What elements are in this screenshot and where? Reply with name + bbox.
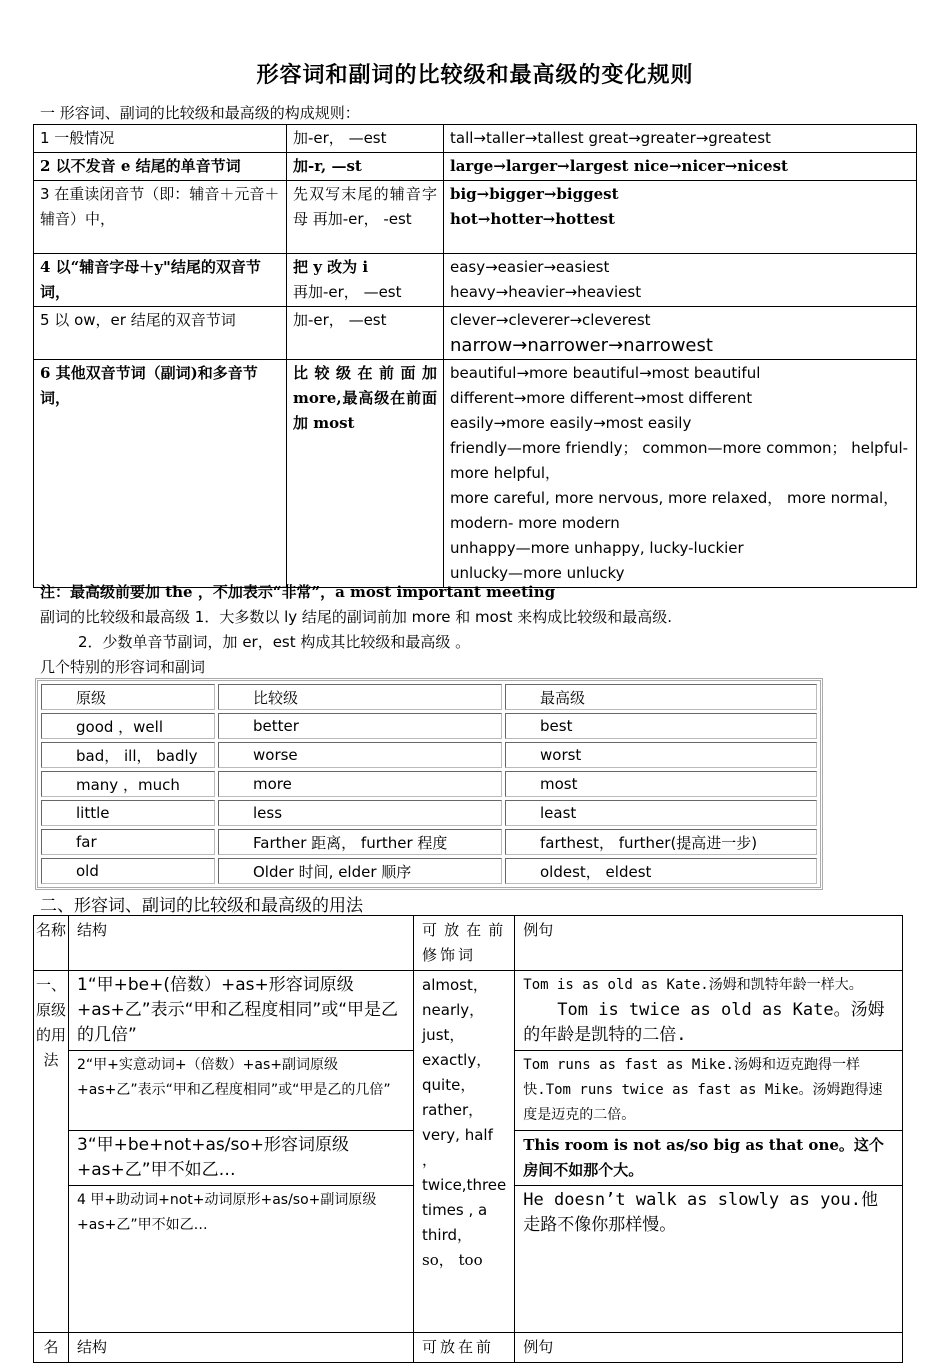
- method-cell: 把 y 改为 i 再加-er， —est: [287, 254, 444, 307]
- method-cell: 加-er， —est: [287, 125, 444, 153]
- note: 注：最高级前要加 the ，不加表示“非常”，a most important meeting: [40, 583, 556, 601]
- table-cell: bad， ill， badly: [41, 742, 215, 768]
- table-cell: little: [41, 800, 215, 826]
- table-row: [41, 829, 817, 855]
- table-row: [41, 800, 817, 826]
- example-cell: Tom runs as fast as Mike.汤姆和迈克跑得一样快.Tom runs twice as fast as Mike。汤姆跑得速度是迈克的二倍。: [515, 1051, 903, 1131]
- table-row: [41, 684, 817, 710]
- table-row: [34, 153, 917, 181]
- example-cell: big→bigger→biggest hot→hotter→hottest: [444, 181, 917, 254]
- table-row: [41, 771, 817, 797]
- header-cell: 例句: [515, 916, 903, 971]
- method-cell: 加-r, —st: [287, 153, 444, 181]
- category-cell: 一、原级的用法: [34, 971, 69, 1333]
- example-cell: clever→cleverer→cleverest narrow→narrower→narrowest: [444, 307, 917, 360]
- rule-cell: 4 以“辅音字母＋y"结尾的双音节词，: [34, 254, 287, 307]
- table-cell: Older 时间, elder 顺序: [218, 858, 502, 884]
- table-row: [34, 360, 917, 588]
- page-title: 形容词和副词的比较级和最高级的变化规则: [256, 62, 694, 88]
- example-cell: Tom is as old as Kate.汤姆和凯特年龄一样大。 Tom is twice as old as Kate。汤姆的年龄是凯特的二倍.: [515, 971, 903, 1051]
- table-cell: most: [505, 771, 817, 797]
- section2-heading: 二、形容词、副词的比较级和最高级的用法: [40, 896, 363, 916]
- table-cell: least: [505, 800, 817, 826]
- table-cell: worst: [505, 742, 817, 768]
- usage-table: [33, 915, 903, 1363]
- example-cell: large→larger→largest nice→nicer→nicest: [444, 153, 917, 181]
- table-cell: best: [505, 713, 817, 739]
- section1-heading: 一 形容词、副词的比较级和最高级的构成规则：: [40, 104, 360, 122]
- header-cell: 最高级: [505, 684, 817, 710]
- example-cell: tall→taller→tallest great→greater→greatest: [444, 125, 917, 153]
- method-cell: 先双写末尾的辅音字母 再加-er， -est: [287, 181, 444, 254]
- method-cell: 比较级在前面加more,最高级在前面加 most: [287, 360, 444, 588]
- adverb-rule-2: 2．少数单音节副词，加 er，est 构成其比较级和最高级 。: [78, 633, 471, 651]
- table-cell: less: [218, 800, 502, 826]
- header-cell: 原级: [41, 684, 215, 710]
- table-row: [41, 713, 817, 739]
- rule-cell: 3 在重读闭音节（即：辅音＋元音＋辅音）中，: [34, 181, 287, 254]
- footer-cell: 结构: [69, 1333, 414, 1363]
- example-cell: He doesn’t walk as slowly as you.他走路不像你那样慢。: [515, 1186, 903, 1333]
- header-cell: 可放在前修饰词: [414, 916, 515, 971]
- table-row: [41, 858, 817, 884]
- table-cell: far: [41, 829, 215, 855]
- table-cell: better: [218, 713, 502, 739]
- rule-cell: 1 一般情况: [34, 125, 287, 153]
- special-heading: 几个特别的形容词和副词: [40, 658, 206, 676]
- special-table: [35, 678, 823, 890]
- table-row: [34, 307, 917, 360]
- footer-cell: 可放在前: [414, 1333, 515, 1363]
- table-row: [34, 1333, 903, 1363]
- table-cell: farthest， further(提高进一步): [505, 829, 817, 855]
- table-row: [34, 916, 903, 971]
- rules-table: [33, 124, 917, 588]
- table-row: [34, 181, 917, 254]
- rule-cell: 6 其他双音节词（副词)和多音节词，: [34, 360, 287, 588]
- rule-cell: 2 以不发音 e 结尾的单音节词: [34, 153, 287, 181]
- table-row: [34, 971, 903, 1051]
- header-cell: 结构: [69, 916, 414, 971]
- example-cell: beautiful→more beautiful→most beautiful different→more different→most different easily→more easily→most easily friendly—more friendly； common—more common； helpful-more helpful， more careful, more nervous, more relaxed， more normal，modern- more modern unhappy—more unhappy, lucky-luckier unlucky—more unlucky: [444, 360, 917, 588]
- table-cell: old: [41, 858, 215, 884]
- rule-cell: 5 以 ow，er 结尾的双音节词: [34, 307, 287, 360]
- table-row: [34, 254, 917, 307]
- structure-cell: 4 甲+助动词+not+动词原形+as/so+副词原级+as+乙”甲不如乙…: [69, 1186, 414, 1333]
- footer-cell: 名: [34, 1333, 69, 1363]
- header-cell: 比较级: [218, 684, 502, 710]
- table-cell: more: [218, 771, 502, 797]
- table-cell: worse: [218, 742, 502, 768]
- header-cell: 名称: [34, 916, 69, 971]
- table-cell: many ，much: [41, 771, 215, 797]
- example-cell: easy→easier→easiest heavy→heavier→heaviest: [444, 254, 917, 307]
- table-cell: Farther 距离， further 程度: [218, 829, 502, 855]
- adverb-rule-1: 副词的比较级和最高级 1．大多数以 ly 结尾的副词前加 more 和 most 来构成比较级和最高级.: [40, 608, 673, 626]
- table-cell: oldest， eldest: [505, 858, 817, 884]
- footer-cell: 例句: [515, 1333, 903, 1363]
- structure-cell: 1“甲+be+(倍数）+as+形容词原级+as+乙”表示“甲和乙程度相同”或“甲是乙的几倍”: [69, 971, 414, 1051]
- structure-cell: 2“甲+实意动词+（倍数）+as+副词原级+as+乙”表示“甲和乙程度相同”或“甲是乙的几倍”: [69, 1051, 414, 1131]
- table-row: [34, 125, 917, 153]
- table-row: [41, 742, 817, 768]
- structure-cell: 3“甲+be+not+as/so+形容词原级+as+乙”甲不如乙…: [69, 1131, 414, 1186]
- modifiers-cell: almost， nearly， just， exactly， quite， rather， very, half ， twice,three times , a third， so， too: [414, 971, 515, 1333]
- method-cell: 加-er， —est: [287, 307, 444, 360]
- example-cell: This room is not as/so big as that one。这个房间不如那个大。: [515, 1131, 903, 1186]
- table-cell: good ，well: [41, 713, 215, 739]
